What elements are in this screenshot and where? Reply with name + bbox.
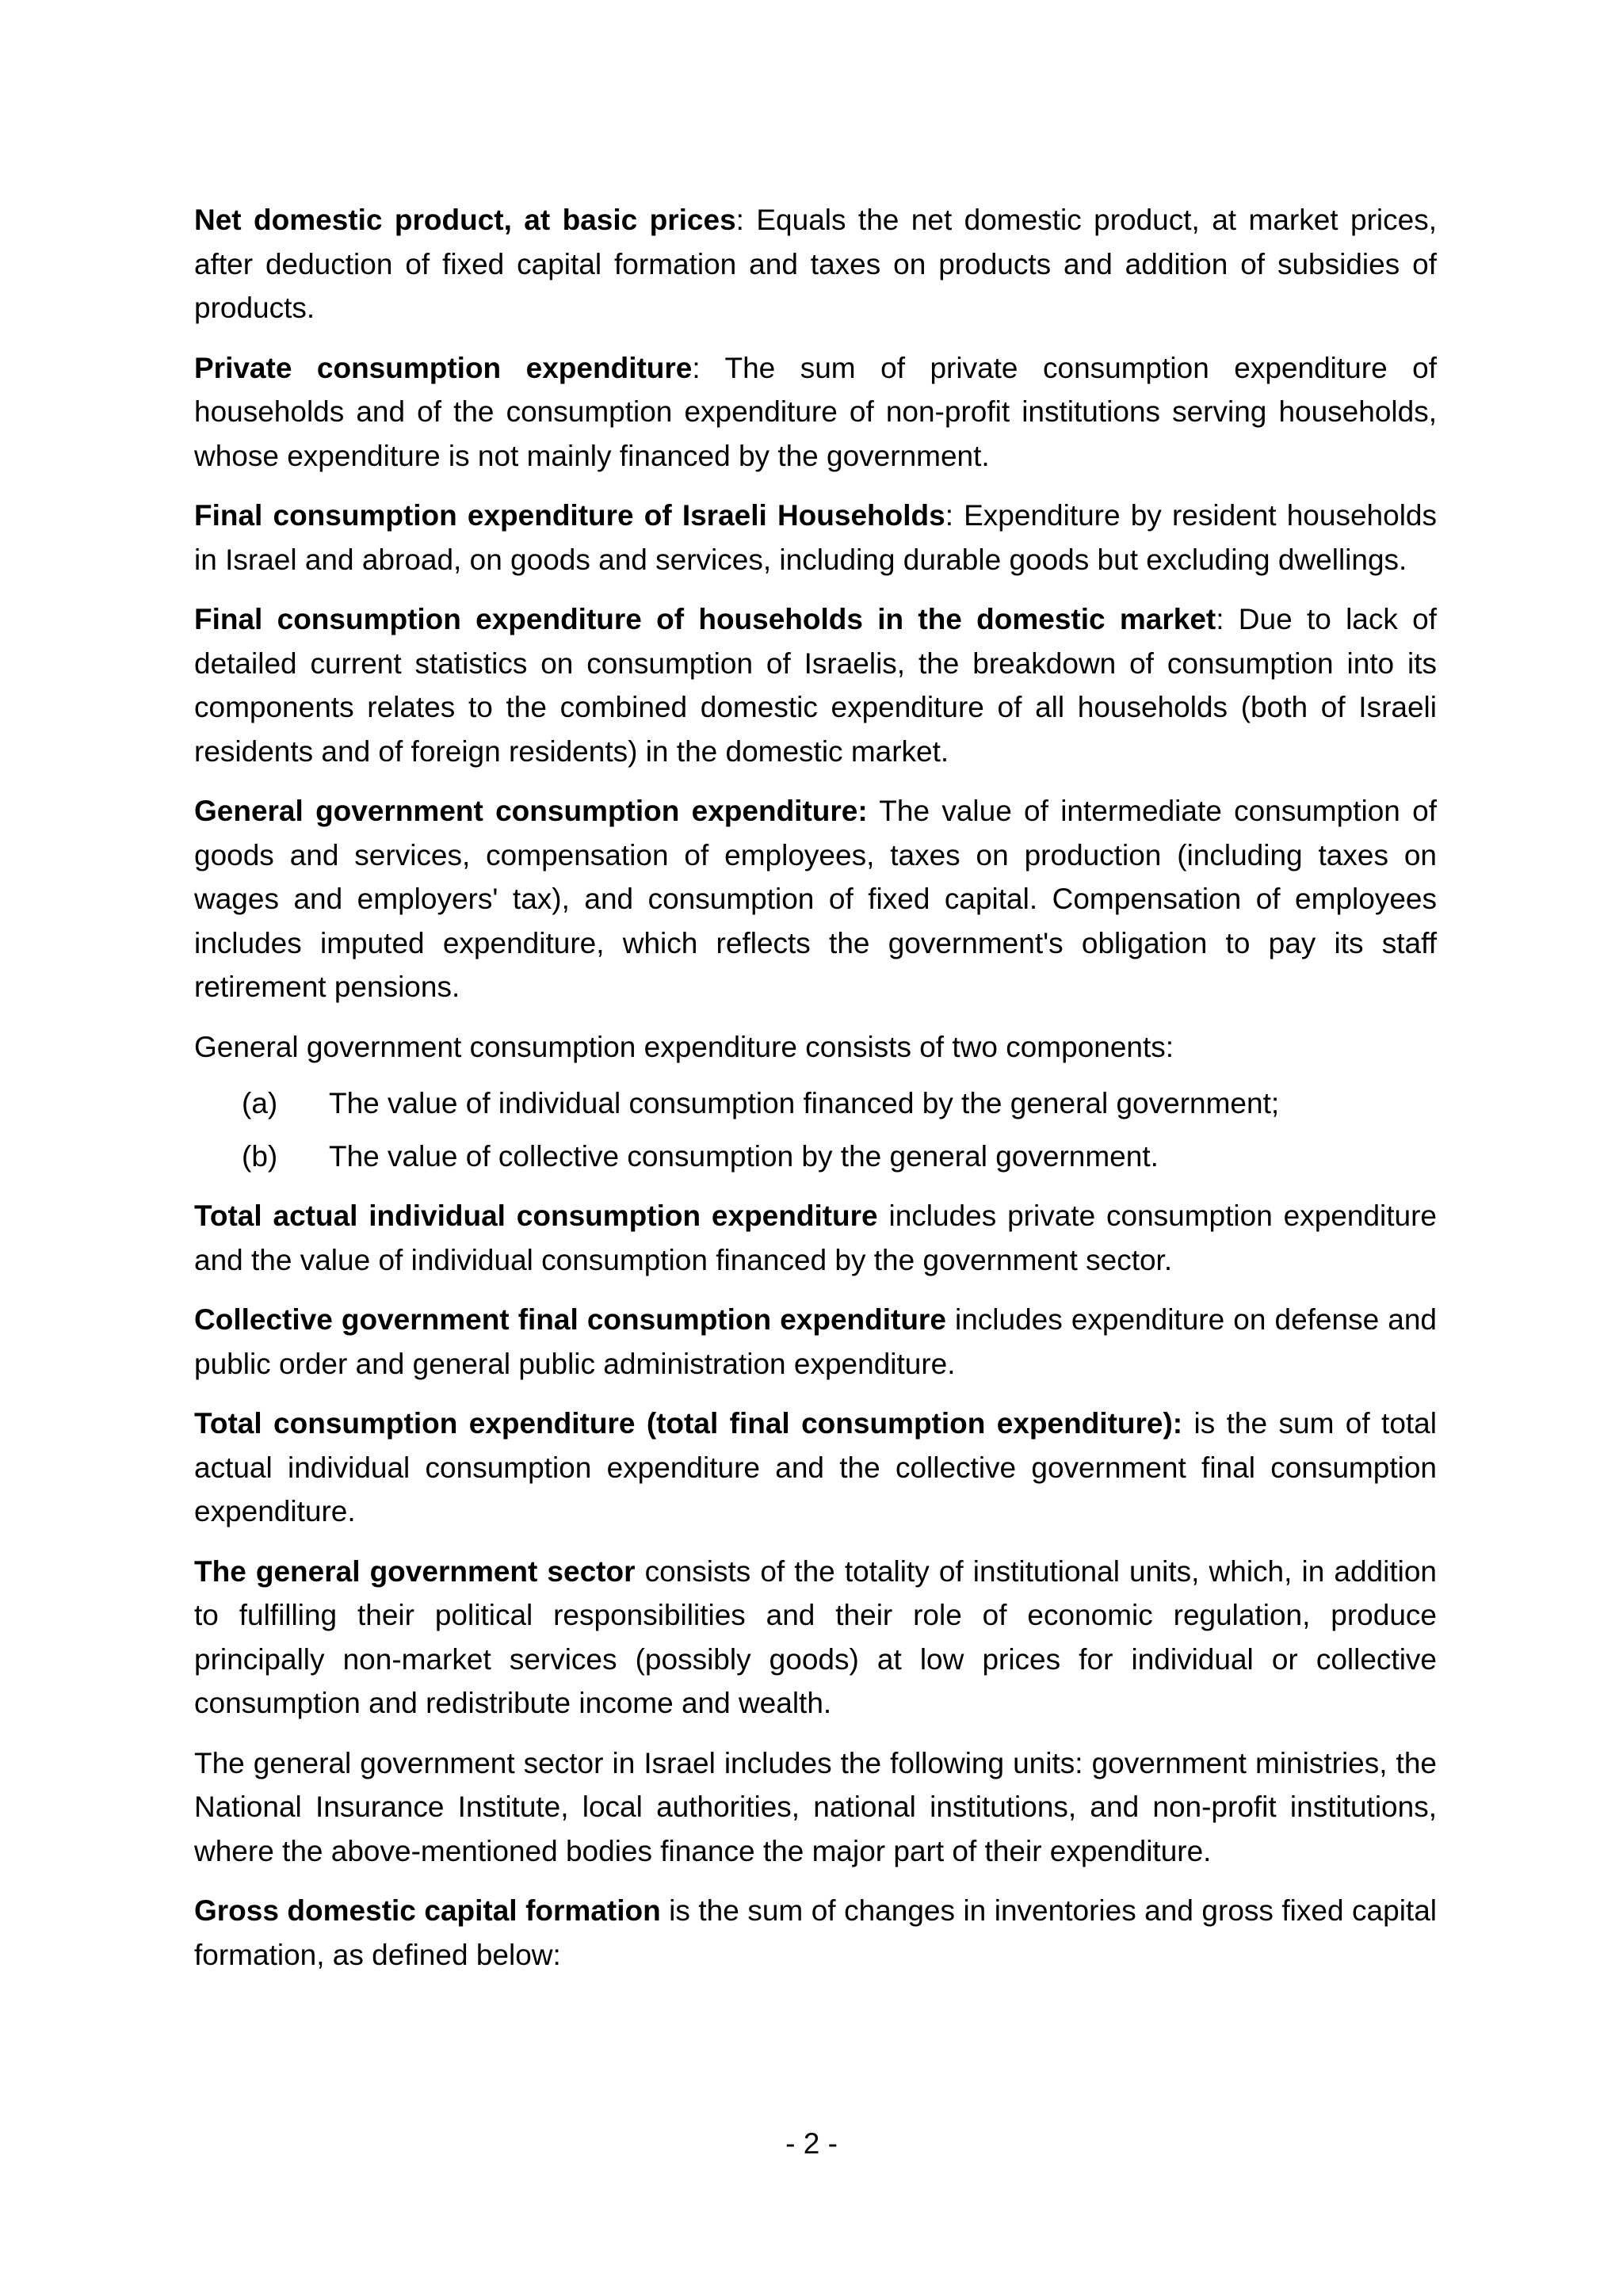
- definition-term: Net domestic product, at basic prices: [194, 204, 736, 236]
- definition-paragraph: [194, 597, 1437, 773]
- definition-text: : Expenditure by resident households in Israel and abroad, on goods and services, including durable goods but excluding dwellings.: [194, 499, 1437, 576]
- paragraph-text: The general government sector in Israel includes the following units: government ministries, the National Insurance Institute, local authorities, national institutions, and non-profit institutions, where the above-mentioned bodies finance the major part of their expenditure.: [194, 1746, 1437, 1867]
- list-item-text: The value of collective consumption by the general government.: [329, 1139, 1159, 1173]
- definition-paragraph: [194, 198, 1437, 330]
- definition-term: Final consumption expenditure of households in the domestic market: [194, 603, 1216, 635]
- definition-paragraph: [194, 1889, 1437, 1977]
- definition-text: includes expenditure on defense and public order and general public administration expenditure.: [194, 1303, 1437, 1380]
- list-item: [194, 1081, 1437, 1126]
- definition-paragraph: [194, 1194, 1437, 1282]
- definition-term: Final consumption expenditure of Israeli Households: [194, 499, 945, 532]
- definition-paragraph: [194, 789, 1437, 1009]
- definition-text: consists of the totality of institutional units, which, in addition to fulfilling their political responsibilities and their role of economic regulation, produce principally non-market services (possibly goods) at low prices for individual or collective consumption and redistribute income and wealth.: [194, 1554, 1438, 1719]
- definition-term: Private consumption expenditure: [194, 351, 693, 384]
- definition-text: : The sum of private consumption expenditure of households and of the consumption expenditure of non-profit institutions serving households, whose expenditure is not mainly financed by the government.: [194, 351, 1437, 472]
- page-number: - 2 -: [785, 2127, 838, 2160]
- definition-paragraph: [194, 1298, 1437, 1386]
- list-marker: (b): [242, 1139, 278, 1173]
- paragraph-text: General government consumption expenditure consists of two components:: [194, 1030, 1174, 1063]
- definition-text: is the sum of changes in inventories and gross fixed capital formation, as defined below:: [194, 1894, 1437, 1971]
- list-item: [194, 1135, 1437, 1179]
- definition-term: Total actual individual consumption expenditure: [194, 1199, 878, 1232]
- body-paragraph: [194, 1025, 1437, 1070]
- definition-term: Collective government final consumption expenditure: [194, 1303, 946, 1336]
- definition-text: The value of intermediate consumption of goods and services, compensation of employees, taxes on production (including taxes on wages and employers' tax), and consumption of fixed capital. Compensation of employees includes imputed expenditure, which reflects the government's obligation to pay its staff retirement pensions.: [194, 795, 1437, 1003]
- definition-text: includes private consumption expenditure and the value of individual consumption financed by the government sector.: [194, 1199, 1437, 1276]
- definition-text: : Due to lack of detailed current statistics on consumption of Israelis, the breakdown of consumption into its components relates to the combined domestic expenditure of all households (both of Israeli residents and of foreign residents) in the domestic market.: [194, 603, 1438, 768]
- definition-term: General government consumption expenditure:: [194, 795, 868, 827]
- definition-paragraph: [194, 1402, 1437, 1534]
- definition-term: The general government sector: [194, 1554, 636, 1588]
- definition-term: Total consumption expenditure (total final consumption expenditure):: [194, 1407, 1183, 1440]
- document-body: [194, 198, 1437, 1993]
- definition-paragraph: [194, 346, 1437, 479]
- list-marker: (a): [242, 1087, 278, 1119]
- definition-text: : Equals the net domestic product, at market prices, after deduction of fixed capital formation and taxes on products and addition of subsidies of products.: [194, 204, 1437, 324]
- list-item-text: The value of individual consumption financed by the general government;: [329, 1087, 1280, 1119]
- definition-text: is the sum of total actual individual consumption expenditure and the collective government final consumption expenditure.: [194, 1407, 1437, 1527]
- definition-paragraph: [194, 1550, 1437, 1726]
- definition-paragraph: [194, 494, 1437, 582]
- component-list: [194, 1081, 1437, 1178]
- body-paragraph: [194, 1741, 1437, 1874]
- definition-term: Gross domestic capital formation: [194, 1894, 661, 1927]
